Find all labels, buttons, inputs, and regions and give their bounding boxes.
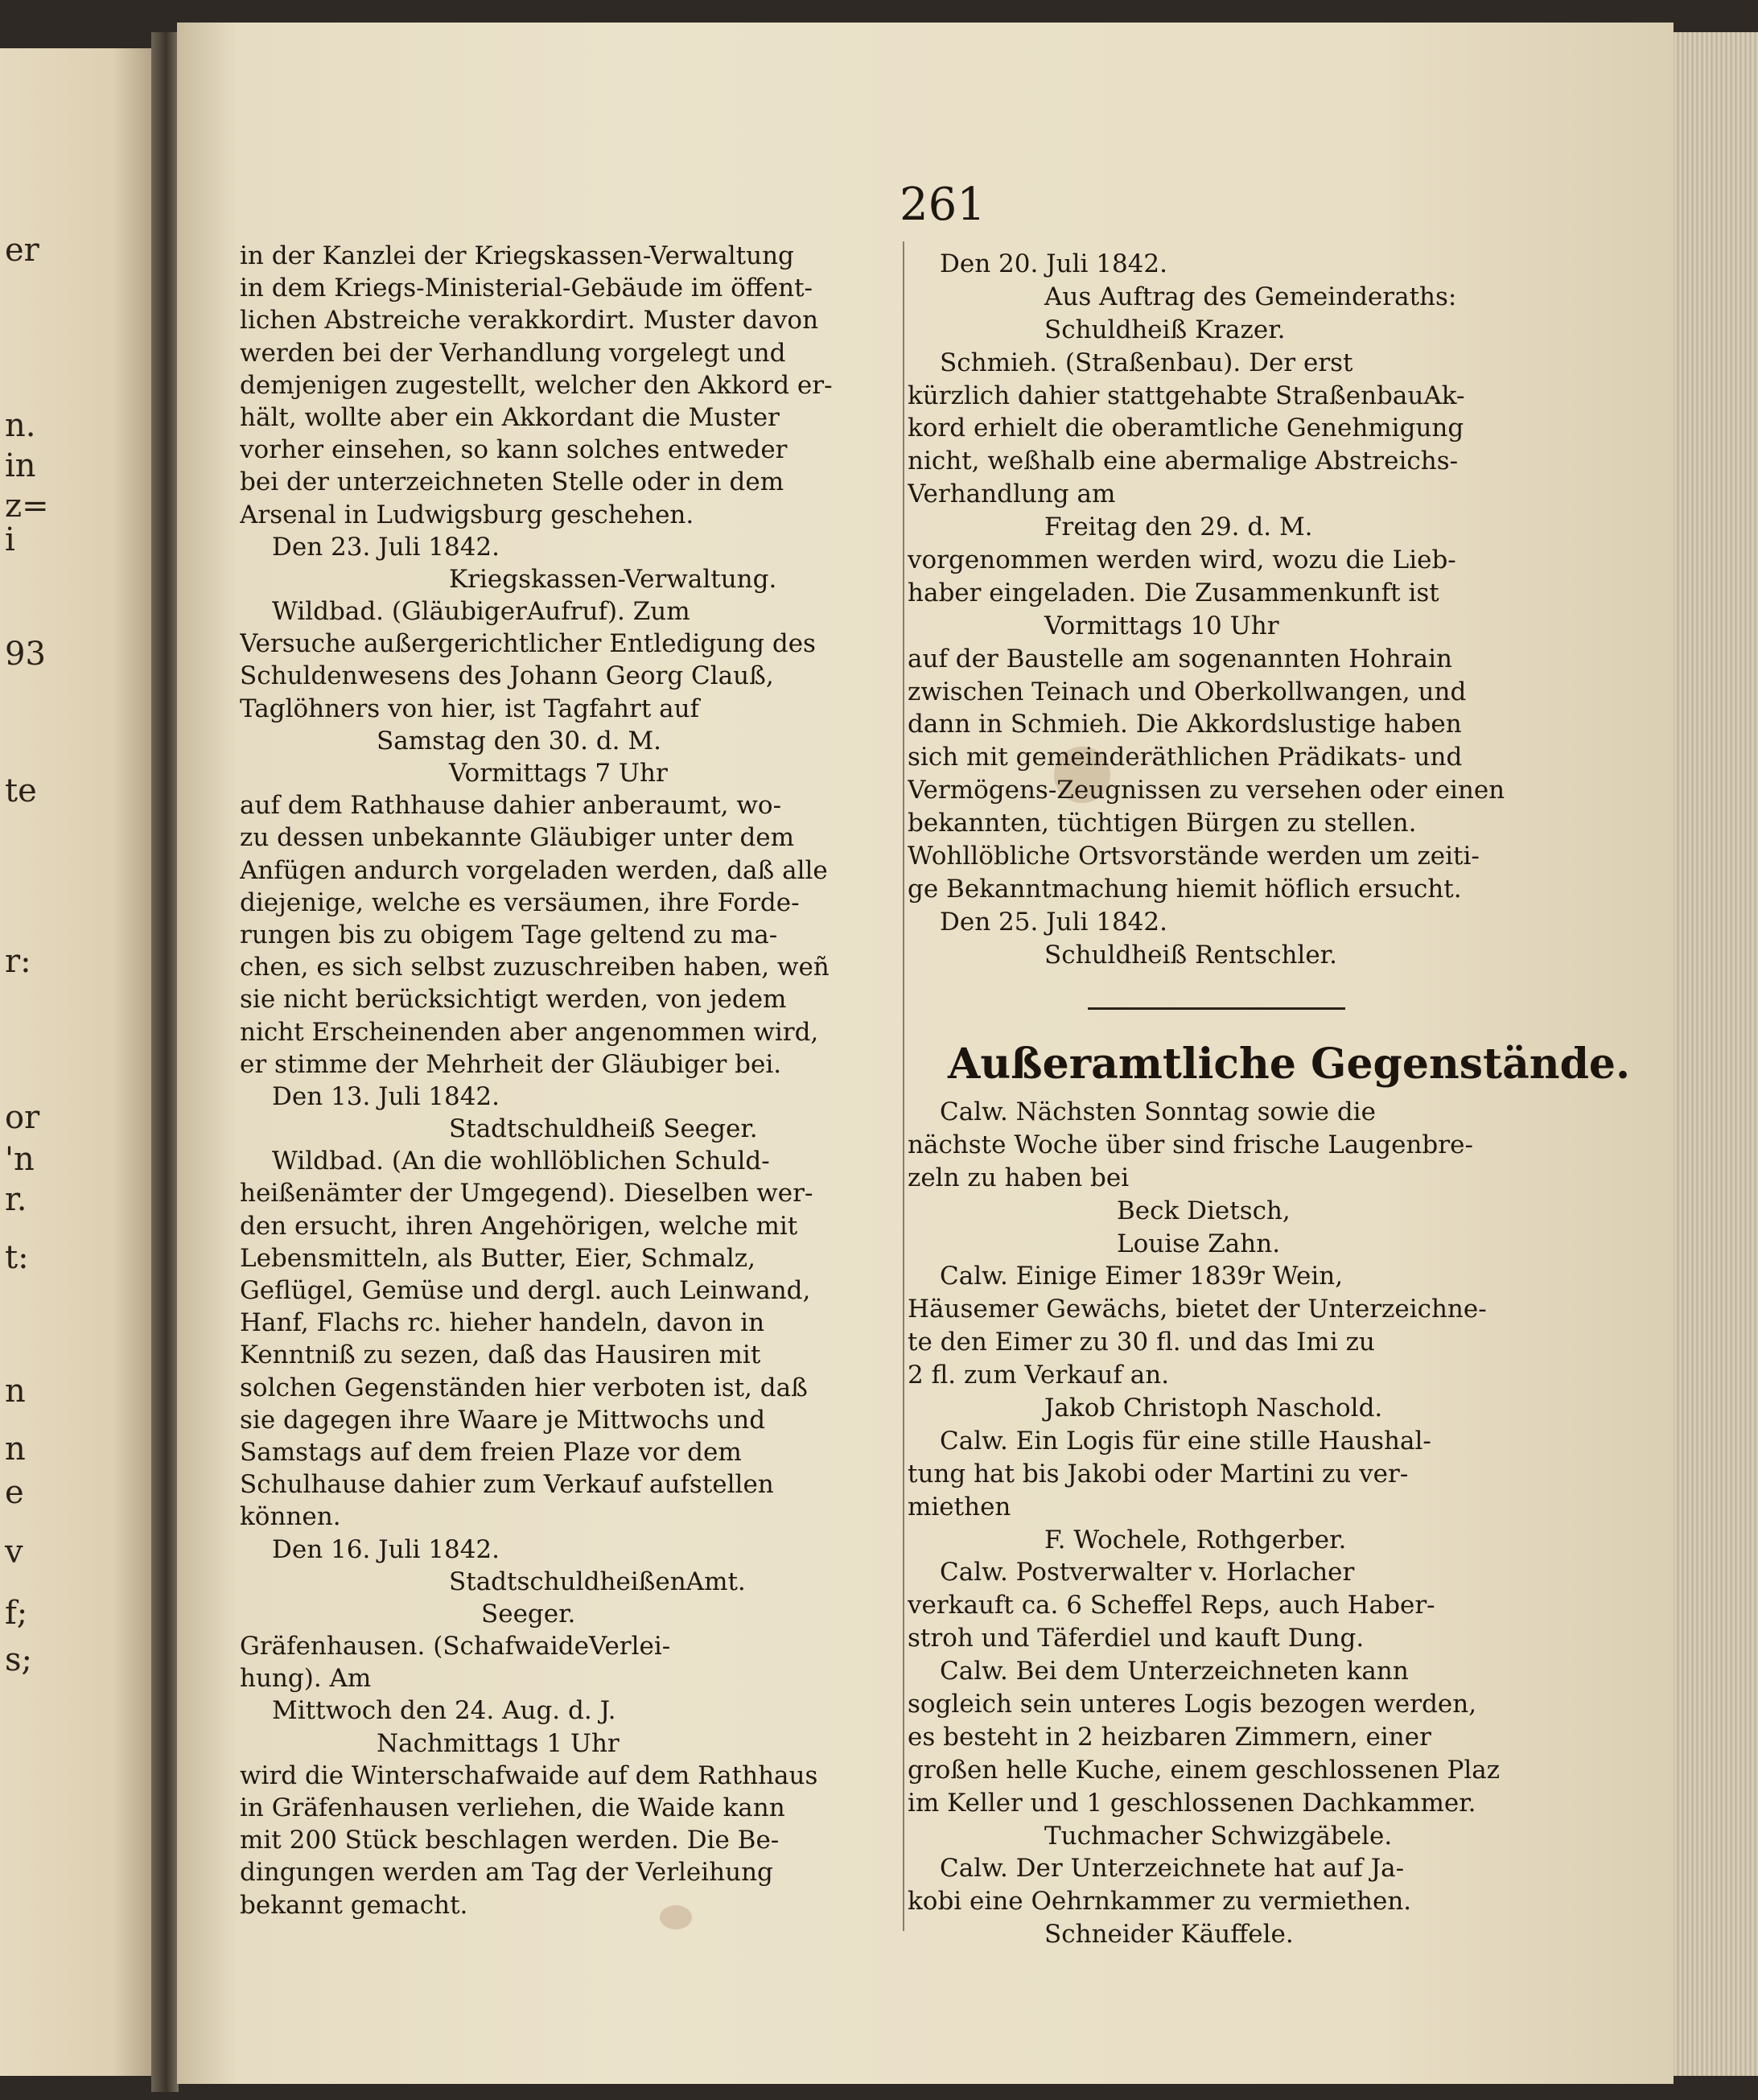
book-gutter [151, 32, 179, 2092]
text-line: nächste Woche über sind frische Laugenbre- [908, 1130, 1473, 1159]
signature-line: Jakob Christoph Naschold. [1044, 1394, 1383, 1423]
time-line: Vormittags 10 Uhr [1044, 611, 1279, 640]
margin-fragment: i [5, 521, 15, 558]
signature-line: Tuchmacher Schwizgäbele. [1044, 1821, 1393, 1851]
date-line: Den 16. Juli 1842. [272, 1534, 500, 1564]
text-line: kord erhielt die oberamtliche Genehmigung [908, 414, 1464, 443]
margin-fragment: s; [5, 1641, 33, 1678]
text-line: Aus Auftrag des Gemeinderaths: [1044, 282, 1457, 311]
margin-fragment: n. [5, 407, 36, 444]
text-line: vorgenommen werden wird, wozu die Lieb- [908, 546, 1456, 575]
margin-fragment: v [5, 1534, 23, 1571]
margin-fragment: f; [5, 1595, 28, 1632]
text-line: zu dessen unbekannte Gläubiger unter dem [240, 823, 795, 853]
page-number: 261 [900, 179, 986, 231]
text-line: auf dem Rathhause dahier anberaumt, wo- [240, 791, 782, 821]
signature-line: Schuldheiß Krazer. [1044, 315, 1286, 344]
signature-line: Louise Zahn. [1117, 1229, 1281, 1258]
text-line: nicht, weßhalb eine abermalige Abstreichs- [908, 447, 1459, 476]
text-line: sie dagegen ihre Waare je Mittwochs und [240, 1405, 766, 1435]
text-line: ge Bekanntmachung hiemit höflich ersucht. [908, 874, 1462, 904]
text-line: er stimme der Mehrheit der Gläubiger bei. [240, 1049, 782, 1079]
text-line: rungen bis zu obigem Tage geltend zu ma- [240, 920, 778, 949]
signature-line: Stadtschuldheiß Seeger. [449, 1114, 758, 1144]
margin-fragment: e [5, 1474, 24, 1511]
text-line: Taglöhners von hier, ist Tagfahrt auf [240, 694, 700, 723]
text-line: 2 fl. zum Verkauf an. [908, 1361, 1170, 1390]
text-line: nicht Erscheinenden aber angenommen wird, [240, 1017, 819, 1047]
text-line: kürzlich dahier stattgehabte StraßenbauAk- [908, 381, 1465, 410]
text-line: wird die Winterschafwaide auf dem Rathhaus [240, 1760, 818, 1790]
text-line: heißenämter der Umgegend). Dieselben wer- [240, 1179, 813, 1209]
text-line: vorher einsehen, so kann solches entweder [240, 435, 788, 465]
text-line: Geflügel, Gemüse und dergl. auch Leinwand, [240, 1276, 811, 1305]
text-line: te den Eimer zu 30 fl. und das Imi zu [908, 1328, 1375, 1357]
notice-start: Calw. Einige Eimer 1839r Wein, [940, 1262, 1344, 1291]
text-line: verkauft ca. 6 Scheffel Reps, auch Haber- [908, 1591, 1435, 1620]
margin-fragment: 'n [5, 1141, 35, 1178]
text-line: bekannt gemacht. [240, 1890, 468, 1920]
text-line: Vermögens-Zeugnissen zu versehen oder einen [908, 776, 1505, 805]
text-line: sich mit gemeinderäthlichen Prädikats- und [908, 743, 1463, 772]
text-line: in dem Kriegs-Ministerial-Gebäude im öffent- [240, 274, 813, 303]
margin-fragment: r. [5, 1181, 27, 1218]
text-line: Hanf, Flachs rc. hieher handeln, davon in [240, 1308, 765, 1338]
notice-start: Calw. Nächsten Sonntag sowie die [940, 1097, 1376, 1126]
date-line: Den 20. Juli 1842. [940, 249, 1167, 278]
text-line: Versuche außergerichtlicher Entledigung des [240, 629, 816, 659]
signature-line: Schuldheiß Rentschler. [1044, 940, 1337, 970]
text-line: chen, es sich selbst zuzuschreiben haben, weñ [240, 953, 830, 982]
text-line: hält, wollte aber ein Akkordant die Muster [240, 402, 780, 432]
margin-fragment: 93 [5, 636, 46, 673]
text-line: bekannten, tüchtigen Bürgen zu stellen. [908, 809, 1417, 838]
text-line: haber eingeladen. Die Zusammenkunft ist [908, 578, 1439, 607]
date-line: Den 25. Juli 1842. [940, 907, 1167, 937]
text-line: diejenige, welche es versäumen, ihre Forde- [240, 887, 800, 917]
text-line: lichen Abstreiche verakkordirt. Muster davon [240, 306, 819, 336]
margin-fragment: in [5, 447, 36, 484]
signature-line: F. Wochele, Rothgerber. [1044, 1525, 1347, 1554]
notice-start: Calw. Der Unterzeichnete hat auf Ja- [940, 1854, 1405, 1884]
text-line: Häusemer Gewächs, bietet der Unterzeichne- [908, 1295, 1487, 1324]
text-line: in der Kanzlei der Kriegskassen-Verwaltung [240, 241, 794, 270]
text-line: miethen [908, 1492, 1011, 1521]
text-line: stroh und Täferdiel und kauft Dung. [908, 1624, 1365, 1653]
text-line: Verhandlung am [908, 480, 1116, 509]
facing-page-edge [0, 48, 161, 2076]
right-column-top [908, 248, 1535, 972]
margin-fragment: or [5, 1099, 40, 1136]
text-line: Arsenal in Ludwigsburg geschehen. [240, 500, 694, 529]
signature-line: Kriegskassen-Verwaltung. [449, 564, 777, 594]
margin-fragment: er [5, 232, 39, 269]
text-line: dingungen werden am Tag der Verleihung [240, 1858, 773, 1888]
text-line: Anfügen andurch vorgeladen werden, daß alle [240, 855, 828, 885]
signature-line: StadtschuldheißenAmt. [449, 1567, 746, 1596]
text-line: Kenntniß zu sezen, daß das Hausiren mit [240, 1340, 761, 1370]
text-line: bei der unterzeichneten Stelle oder in dem [240, 467, 784, 497]
notice-start: Calw. Bei dem Unterzeichneten kann [940, 1657, 1409, 1686]
date-line: Freitag den 29. d. M. [1044, 513, 1313, 542]
text-line: solchen Gegenständen hier verboten ist, daß [240, 1373, 808, 1402]
notice-start: Schmieh. (Straßenbau). Der erst [940, 348, 1353, 377]
text-line: Wohllöbliche Ortsvorstände werden um zeiti- [908, 842, 1480, 871]
date-line: Den 23. Juli 1842. [272, 532, 500, 562]
text-line: kobi eine Oehrnkammer zu vermiethen. [908, 1887, 1412, 1917]
signature-line: Seeger. [481, 1599, 576, 1629]
text-line: sogleich sein unteres Logis bezogen werden, [908, 1690, 1477, 1719]
time-line: Nachmittags 1 Uhr [377, 1728, 620, 1758]
date-line: Den 13. Juli 1842. [272, 1081, 500, 1111]
margin-fragment: te [5, 772, 37, 809]
text-line: im Keller und 1 geschlossenen Dachkammer. [908, 1788, 1476, 1818]
column-divider [903, 241, 904, 1931]
text-line: Schuldenwesens des Johann Georg Clauß, [240, 661, 774, 691]
notice-start: Wildbad. (GläubigerAufruf). Zum [272, 597, 690, 627]
text-line: zeln zu haben bei [908, 1163, 1130, 1192]
text-line: Schulhause dahier zum Verkauf aufstellen [240, 1470, 774, 1500]
text-line: werden bei der Verhandlung vorgelegt und [240, 338, 786, 368]
text-line: es besteht in 2 heizbaren Zimmern, einer [908, 1722, 1431, 1752]
notice-start: Calw. Ein Logis für eine stille Haushal- [940, 1426, 1431, 1456]
text-line: tung hat bis Jakobi oder Martini zu ver- [908, 1459, 1409, 1489]
text-line: Lebensmitteln, als Butter, Eier, Schmalz, [240, 1243, 755, 1273]
text-line: auf der Baustelle am sogenannten Hohrain [908, 644, 1452, 673]
text-line: können. [240, 1502, 341, 1532]
margin-fragment: z= [5, 488, 49, 525]
notice-start: Calw. Postverwalter v. Horlacher [940, 1558, 1355, 1587]
page-edges [1674, 32, 1758, 2076]
text-line: in Gräfenhausen verliehen, die Waide kann [240, 1793, 785, 1822]
text-line: hung). Am [240, 1664, 372, 1694]
section-rule [1088, 1007, 1345, 1010]
signature-line: Beck Dietsch, [1117, 1196, 1291, 1225]
text-line: dann in Schmieh. Die Akkordslustige haben [908, 710, 1462, 739]
date-line: Samstag den 30. d. M. [377, 726, 661, 756]
margin-fragment: n [5, 1431, 26, 1468]
time-line: Vormittags 7 Uhr [449, 759, 668, 788]
text-line: Samstags auf dem freien Plaze vor dem [240, 1437, 742, 1467]
text-line: mit 200 Stück beschlagen werden. Die Be- [240, 1826, 780, 1855]
text-line: sie nicht berücksichtigt werden, von jedem [240, 985, 787, 1015]
text-line: den ersucht, ihren Angehörigen, welche mit [240, 1211, 798, 1241]
text-line: großen helle Kuche, einem geschlossenen Plaz [908, 1755, 1501, 1785]
margin-fragment: r: [5, 943, 31, 980]
margin-fragment: n [5, 1373, 26, 1410]
left-column [240, 240, 900, 1921]
signature-line: Schneider Käuffele. [1044, 1920, 1294, 1950]
right-column-bottom [908, 1096, 1535, 1951]
notice-start: Gräfenhausen. (SchafwaideVerlei- [240, 1632, 671, 1661]
margin-fragment: t: [5, 1239, 29, 1276]
section-heading: Außeramtliche Gegenstände. [948, 1040, 1631, 1089]
text-line: zwischen Teinach und Oberkollwangen, und [908, 677, 1467, 706]
notice-start: Wildbad. (An die wohllöblichen Schuld- [272, 1147, 770, 1176]
text-line: demjenigen zugestellt, welcher den Akkord er- [240, 370, 833, 400]
date-line: Mittwoch den 24. Aug. d. J. [272, 1696, 616, 1726]
